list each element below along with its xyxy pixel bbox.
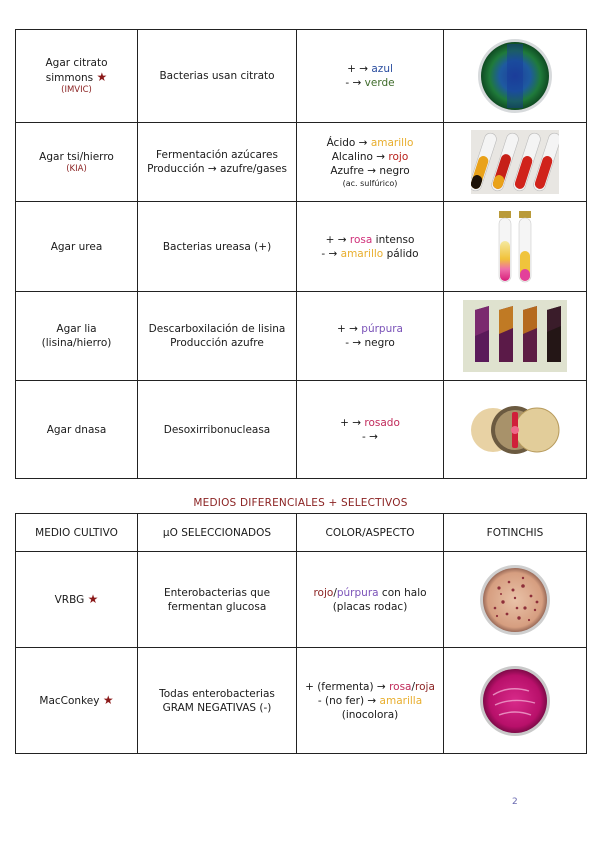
result-segment: - → bbox=[362, 430, 378, 443]
description-line: Bacterias usan citrato bbox=[159, 70, 275, 82]
description-line: Producción → azufre/gases bbox=[147, 163, 287, 175]
result-line bbox=[301, 694, 439, 708]
result-segment: - → negro bbox=[345, 337, 395, 349]
result-segment: azul bbox=[371, 63, 393, 75]
macconkey-plate-photo bbox=[479, 665, 551, 737]
result-line bbox=[301, 247, 439, 261]
description-line: Producción azufre bbox=[170, 337, 264, 349]
table-row bbox=[16, 30, 587, 123]
result-line bbox=[301, 62, 439, 76]
photo-cell bbox=[444, 202, 587, 292]
result-segment: con halo bbox=[378, 586, 427, 599]
star-icon: ★ bbox=[87, 592, 99, 606]
result-segment: púrpura bbox=[361, 323, 403, 335]
result-segment: + (fermenta) → bbox=[305, 680, 390, 693]
result-segment: + → bbox=[325, 233, 350, 246]
result-segment: rosa bbox=[349, 233, 373, 246]
result-segment: / bbox=[411, 680, 416, 693]
medium-tag: (IMVIC) bbox=[61, 85, 92, 95]
tsi-tubes-photo bbox=[471, 130, 559, 194]
page-number: 2 bbox=[512, 797, 518, 807]
description-line: Descarboxilación de lisina bbox=[148, 323, 286, 335]
photo-cell bbox=[444, 292, 587, 381]
result-line bbox=[301, 336, 439, 350]
result-cell bbox=[297, 123, 444, 202]
description-line: Fermentación azúcares bbox=[156, 149, 278, 161]
description-cell bbox=[138, 552, 297, 648]
result-segment: + → bbox=[347, 63, 372, 75]
vrbg-plate-photo bbox=[479, 564, 551, 636]
result-cell bbox=[297, 292, 444, 381]
table-row bbox=[16, 648, 587, 754]
result-line bbox=[301, 150, 439, 164]
result-line bbox=[301, 416, 439, 430]
medium-line: Agar tsi/hierro bbox=[39, 150, 114, 163]
result-segment: intenso bbox=[372, 233, 415, 246]
description-cell bbox=[138, 30, 297, 123]
column-header: µO SELECCIONADOS bbox=[138, 514, 297, 552]
star-icon: ★ bbox=[96, 70, 108, 84]
photo-cell bbox=[444, 381, 587, 479]
result-segment: + → bbox=[337, 323, 362, 335]
dnase-plates-photo bbox=[469, 402, 561, 458]
result-line bbox=[301, 136, 439, 150]
result-cell bbox=[297, 648, 444, 754]
result-segment: rosado bbox=[364, 416, 400, 429]
medium-cell bbox=[16, 552, 138, 648]
result-line bbox=[301, 708, 439, 722]
result-line bbox=[301, 164, 439, 178]
description-line: Bacterias ureasa (+) bbox=[162, 240, 272, 253]
medium-tag: (KIA) bbox=[66, 163, 87, 174]
result-segment: - → bbox=[321, 247, 341, 260]
medium-line: (lisina/hierro) bbox=[41, 337, 112, 349]
result-line bbox=[301, 233, 439, 247]
description-cell bbox=[138, 292, 297, 381]
result-cell bbox=[297, 202, 444, 292]
biochemical-media-table bbox=[15, 29, 587, 479]
result-cell bbox=[297, 30, 444, 123]
result-line bbox=[301, 322, 439, 336]
result-segment: rojo bbox=[388, 150, 409, 163]
column-header: COLOR/ASPECTO bbox=[297, 514, 444, 552]
description-cell bbox=[138, 202, 297, 292]
section-title: MEDIOS DIFERENCIALES + SELECTIVOS bbox=[193, 497, 408, 509]
medium-cell bbox=[16, 202, 138, 292]
result-line bbox=[301, 76, 439, 90]
header-row bbox=[16, 514, 587, 552]
description-line: fermentan glucosa bbox=[167, 600, 267, 613]
result-segment: Azufre → negro bbox=[330, 164, 410, 177]
description-cell bbox=[138, 381, 297, 479]
result-segment: amarillo bbox=[370, 136, 414, 149]
star-icon: ★ bbox=[102, 693, 114, 707]
result-segment: roja bbox=[415, 680, 435, 693]
photo-cell bbox=[444, 123, 587, 202]
urea-tubes-photo bbox=[495, 211, 535, 283]
differential-selective-media-table bbox=[15, 513, 587, 754]
result-segment: (inocolora) bbox=[341, 708, 399, 721]
result-cell bbox=[297, 552, 444, 648]
result-segment: Alcalino → bbox=[331, 150, 389, 163]
description-line: Desoxirribonucleasa bbox=[163, 423, 271, 436]
medium-line: Agar citrato bbox=[45, 57, 108, 69]
result-line bbox=[301, 430, 439, 444]
medium-line: Agar urea bbox=[50, 240, 103, 253]
result-segment: amarillo bbox=[340, 247, 384, 260]
result-note: (ac. sulfúrico) bbox=[342, 178, 398, 188]
result-cell bbox=[297, 381, 444, 479]
medium-cell bbox=[16, 30, 138, 123]
result-segment: amarilla bbox=[379, 694, 423, 707]
medium-cell bbox=[16, 648, 138, 754]
medium-line: Agar lia bbox=[56, 323, 97, 335]
photo-cell bbox=[444, 552, 587, 648]
description-line: Todas enterobacterias bbox=[159, 687, 275, 700]
result-segment: / bbox=[333, 586, 337, 599]
citrate-plate-photo bbox=[477, 38, 553, 114]
description-line: GRAM NEGATIVAS (-) bbox=[162, 701, 272, 714]
column-header: MEDIO CULTIVO bbox=[16, 514, 138, 552]
result-line bbox=[301, 600, 439, 614]
result-line bbox=[301, 680, 439, 694]
result-line bbox=[301, 586, 439, 600]
photo-cell bbox=[444, 30, 587, 123]
medium-cell bbox=[16, 292, 138, 381]
medium-cell bbox=[16, 381, 138, 479]
result-segment: Ácido → bbox=[326, 136, 371, 149]
description-cell bbox=[138, 123, 297, 202]
table-row bbox=[16, 202, 587, 292]
lia-tubes-photo bbox=[463, 300, 567, 372]
table-row bbox=[16, 123, 587, 202]
description-cell bbox=[138, 648, 297, 754]
medium-line: MacConkey bbox=[39, 695, 100, 707]
column-header: FOTINCHIS bbox=[444, 514, 587, 552]
result-segment: pálido bbox=[383, 247, 419, 260]
photo-cell bbox=[444, 648, 587, 754]
medium-line: VRBG bbox=[54, 594, 85, 606]
table-row bbox=[16, 552, 587, 648]
medium-line: simmons bbox=[45, 72, 94, 84]
result-segment: - → bbox=[345, 77, 365, 89]
description-line: Enterobacterias que bbox=[163, 586, 271, 599]
result-segment: (placas rodac) bbox=[332, 600, 408, 613]
result-segment: + → bbox=[340, 416, 365, 429]
result-segment: rojo bbox=[313, 586, 334, 599]
result-segment: rosa bbox=[389, 680, 412, 693]
result-segment: - (no fer) → bbox=[317, 694, 380, 707]
medium-line: Agar dnasa bbox=[46, 423, 107, 436]
result-segment: púrpura bbox=[336, 586, 379, 599]
table-row bbox=[16, 381, 587, 479]
result-segment: verde bbox=[364, 77, 395, 89]
table-row bbox=[16, 292, 587, 381]
medium-cell bbox=[16, 123, 138, 202]
